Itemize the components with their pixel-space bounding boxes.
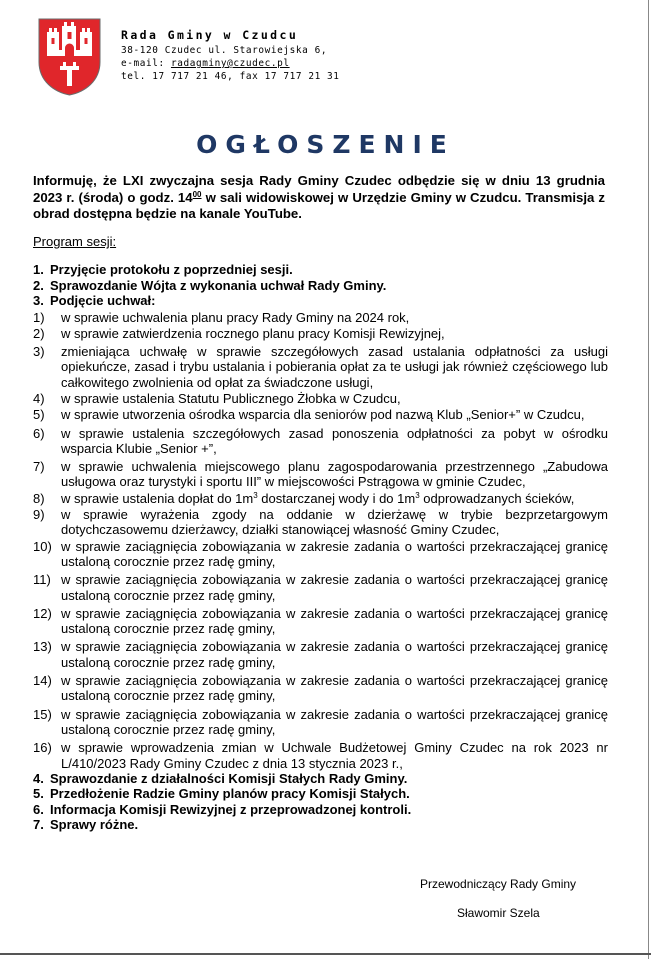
resolution-number: 14)	[33, 673, 52, 689]
agenda-item-text: Sprawozdanie Wójta z wykonania uchwał Rady Gminy.	[50, 277, 387, 293]
resolution-item	[33, 572, 608, 603]
agenda-item	[33, 771, 608, 787]
agenda-item-text: Przedłożenie Radzie Gminy planów pracy Komisji Stałych.	[50, 786, 410, 802]
resolution-number: 8)	[33, 490, 45, 506]
organization-header	[121, 30, 340, 82]
resolution-text: w sprawie ustalenia dopłat do 1m	[61, 490, 254, 506]
intro-text-part1: Informuję, że LXI zwyczajna sesja Rady Gminy Czudec odbędzie się w dniu 13 grudnia 2023 r. (środa) o godz. 14	[33, 173, 605, 205]
resolution-item	[33, 426, 608, 457]
resolution-text: w sprawie ustalenia szczegółowych zasad ponoszenia odpłatności za pobyt w ośrodku wsparcia Klubie „Senior +”,	[61, 425, 608, 456]
organization-address: 38-120 Czudec ul. Starowiejska 6,	[121, 44, 328, 56]
resolution-text: w sprawie zatwierdzenia rocznego planu pracy Komisji Rewizyjnej,	[61, 325, 445, 341]
resolution-text: w sprawie zaciągnięcia zobowiązania w zakresie zadania o wartości przekraczającej granicę ustaloną corocznie przez radę gminy,	[61, 639, 608, 670]
resolution-number: 15)	[33, 706, 52, 722]
agenda-item-text: Sprawozdanie z działalności Komisji Stałych Rady Gminy.	[50, 770, 408, 786]
resolution-text: w sprawie zaciągnięcia zobowiązania w zakresie zadania o wartości przekraczającej granicę ustaloną corocznie przez radę gminy,	[61, 572, 608, 603]
resolution-text: dostarczanej wody i do 1m	[257, 490, 416, 506]
resolution-item	[33, 391, 608, 406]
organization-name: Rada Gminy w Czudcu	[121, 28, 299, 42]
resolution-item	[33, 507, 608, 538]
agenda-item-number: 3.	[33, 293, 44, 308]
agenda-item-text: Sprawy różne.	[50, 817, 139, 833]
resolution-number: 3)	[33, 344, 45, 360]
agenda-item-number: 7.	[33, 817, 44, 833]
resolution-item	[33, 707, 608, 738]
signature-title: Przewodniczący Rady Gminy	[420, 877, 577, 891]
resolution-number: 9)	[33, 507, 45, 523]
resolution-number: 11)	[33, 572, 51, 588]
cubic-superscript: 3	[415, 490, 420, 500]
agenda-item-number: 6.	[33, 801, 44, 817]
agenda-item	[33, 262, 608, 278]
intro-text-part2: w sali widowiskowej w Urzędzie Gminy w Czudcu. Transmisja z obrad dostępna będzie na kanale YouTube.	[33, 189, 605, 221]
organization-email-line	[121, 59, 340, 68]
document-title: OGŁOSZENIE	[196, 130, 455, 159]
resolution-item	[33, 639, 608, 670]
agenda-item-number: 5.	[33, 786, 44, 802]
agenda-item-number: 4.	[33, 770, 44, 786]
resolution-text: w sprawie ustalenia Statutu Publicznego Żłobka w Czudcu,	[61, 390, 401, 406]
resolution-number: 1)	[33, 309, 45, 325]
email-link[interactable]: radagminy@czudec.pl	[170, 57, 290, 69]
resolution-number: 10)	[33, 538, 52, 554]
resolution-text: w sprawie zaciągnięcia zobowiązania w zakresie zadania o wartości przekraczającej granicę ustaloną corocznie przez radę gminy,	[61, 673, 608, 704]
resolution-text: w sprawie utworzenia ośrodka wsparcia dla seniorów pod nazwą Klub „Senior+” w Czudcu,	[61, 407, 585, 423]
resolution-item	[33, 326, 608, 341]
cubic-superscript: 3	[253, 490, 258, 500]
resolution-text: odprowadzanych ścieków,	[419, 490, 575, 506]
resolution-item	[33, 606, 608, 637]
resolution-item	[33, 740, 608, 771]
resolution-number: 5)	[33, 407, 45, 423]
agenda-item	[33, 278, 608, 294]
page-edge-bottom	[0, 953, 651, 955]
agenda-item	[33, 817, 608, 833]
organization-phone: tel. 17 717 21 46, fax 17 717 21 31	[121, 71, 340, 83]
resolution-item	[33, 459, 608, 490]
resolution-number: 6)	[33, 425, 45, 441]
resolution-number: 16)	[33, 740, 52, 756]
agenda-item-text: Przyjęcie protokołu z poprzedniej sesji.	[50, 262, 293, 277]
resolution-item	[33, 539, 608, 570]
agenda-item	[33, 802, 608, 818]
resolution-text: w sprawie uchwalenia miejscowego planu zagospodarowania przestrzennego „Zabudowa usługowa oraz turystyki i sportu III” w miejscowości Pstrągowa w gminie Czudec,	[61, 459, 608, 490]
announcement-intro	[33, 173, 605, 223]
session-agenda	[33, 262, 608, 833]
resolution-item	[33, 344, 608, 390]
agenda-item-number: 1.	[33, 262, 44, 277]
resolution-number: 4)	[33, 390, 45, 406]
resolution-number: 7)	[33, 459, 45, 475]
resolution-item	[33, 407, 608, 422]
agenda-item	[33, 293, 608, 309]
resolution-text: w sprawie uchwalenia planu pracy Rady Gminy na 2024 rok,	[61, 309, 410, 325]
resolution-text: w sprawie zaciągnięcia zobowiązania w zakresie zadania o wartości przekraczającej granicę ustaloną corocznie przez radę gminy,	[61, 605, 608, 637]
agenda-item-text: Informacja Komisji Rewizyjnej z przeprowadzonej kontroli.	[50, 801, 412, 817]
resolution-number: 13)	[33, 639, 52, 655]
resolution-text: w sprawie zaciągnięcia zobowiązania w zakresie zadania o wartości przekraczającej granicę ustaloną corocznie przez radę gminy,	[61, 538, 608, 569]
program-label: Program sesji:	[33, 234, 117, 249]
agenda-item-text: Podjęcie uchwał:	[50, 293, 156, 308]
agenda-item	[33, 786, 608, 802]
intro-time-superscript: 00	[192, 189, 202, 199]
coat-of-arms-icon	[38, 18, 101, 96]
resolution-text: w sprawie wyrażenia zgody na oddanie w dzierżawę w trybie bezprzetargowym dotychczasowemu dzierżawcy, działki stanowiącej własność Gminy Czudec,	[61, 507, 608, 538]
signature-name: Sławomir Szela	[457, 906, 540, 920]
resolution-text: zmieniająca uchwałę w sprawie szczegółowych zasad ustalania odpłatności za usługi opiekuńcze, zasad i trybu ustalania i pobierania opłat za te usługi jak również częściowego lub całkowitego zwolnienia od opłat za świadczone usługi,	[61, 344, 608, 390]
resolution-number: 12)	[33, 605, 52, 621]
resolution-number: 2)	[33, 325, 45, 341]
resolution-item	[33, 491, 608, 506]
agenda-item-number: 2.	[33, 277, 44, 293]
resolution-item	[33, 310, 608, 325]
resolution-item	[33, 673, 608, 704]
email-label: e-mail:	[121, 57, 165, 69]
resolution-text: w sprawie zaciągnięcia zobowiązania w zakresie zadania o wartości przekraczającej granicę ustaloną corocznie przez radę gminy,	[61, 706, 608, 737]
resolution-text: w sprawie wprowadzenia zmian w Uchwale Budżetowej Gminy Czudec na rok 2023 nr L/410/2023 Rady Gminy Czudec z dnia 13 stycznia 2023 r.,	[61, 740, 608, 771]
